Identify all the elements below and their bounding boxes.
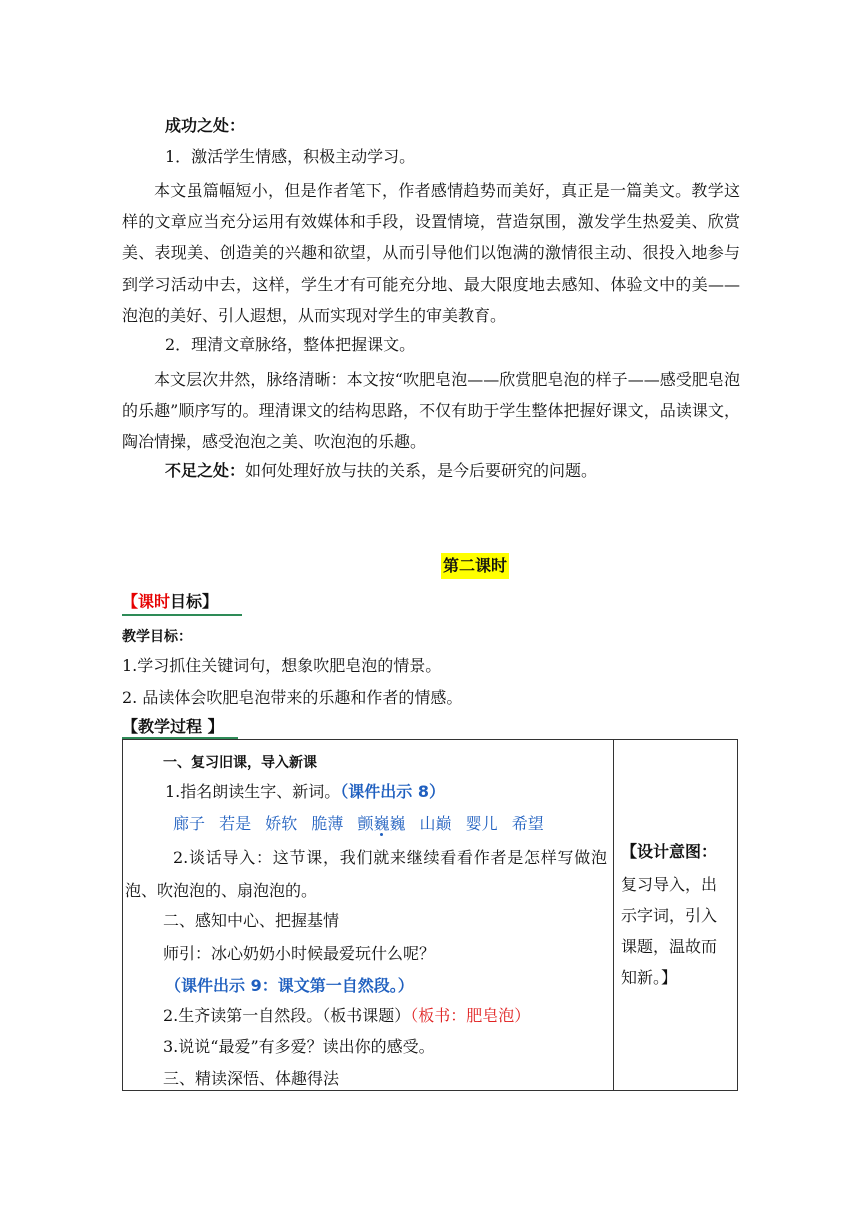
step-4: 3.说说“最爱”有多爱？读出你的感受。	[163, 1037, 435, 1056]
word-7: 婴儿	[465, 814, 498, 833]
objectives-bracket: 【	[122, 592, 139, 611]
courseware-9: （课件出示 9：课文第一自然段。）	[165, 976, 414, 995]
step-1	[165, 780, 445, 804]
section-3-title: 三、精读深悟、体趣得法	[163, 1069, 340, 1088]
step-1-text: 1.指名朗读生字、新词。	[165, 782, 341, 801]
success-point-1: 1．激活学生情感，积极主动学习。	[165, 147, 416, 166]
design-intent-line-4: 课题，温故而	[621, 937, 718, 956]
success-paragraph-1: 本文虽篇幅短小，但是作者笔下，作者感情趋势而美好，真正是一篇美文。教学这样的文章应当充分运用有效媒体和手段，设置情境，营造氛围，激发学生热爱美、欣赏美、表现美、创造美的兴趣和欲望，从而引导他们以饱满的激情很主动、很投入地参与到学习活动中去，这样，学生才有可能充分地、最大限度地去感知、体验文中的美——泡泡的美好、引人遐想，从而实现对学生的审美教育。	[122, 181, 740, 325]
step-3-text: 2.生齐读第一自然段。（板书课题）	[163, 1006, 411, 1025]
design-intent-title: 【设计意图：	[621, 842, 718, 861]
word-2: 若是	[219, 814, 252, 833]
step-3-board: （板书：肥皂泡）	[410, 1006, 531, 1025]
section-1-title: 一、复习旧课，导入新课	[163, 755, 317, 771]
success-heading: 成功之处：	[165, 116, 246, 135]
table-column-divider	[613, 740, 614, 1090]
word-4: 脆薄	[311, 814, 344, 833]
objective-item-2: 2. 品读体会吹肥皂泡带来的乐趣和作者的情感。	[122, 688, 463, 707]
word-3: 娇软	[265, 814, 298, 833]
teacher-prompt: 师引：冰心奶奶小时候最爱玩什么呢？	[163, 944, 436, 963]
word-1: 廊子	[173, 814, 206, 833]
word-8: 希望	[511, 814, 544, 833]
objective-item-1: 1.学习抓住关键词句，想象吹肥皂泡的情景。	[122, 656, 442, 675]
step-2: 2.谈话导入：这节课，我们就来继续看看作者是怎样写做泡泡、吹泡泡的、扇泡泡的。	[125, 848, 607, 900]
objectives-underline	[122, 614, 242, 616]
success-point-2: 2．理清文章脉络，整体把握课文。	[165, 335, 416, 354]
section-2-title: 二、感知中心、把握基情	[163, 911, 340, 930]
process-heading: 【教学过程 】	[122, 717, 224, 736]
success-paragraph-2: 本文层次井然，脉络清晰：本文按“吹肥皂泡——欣赏肥皂泡的样子——感受肥皂泡的乐趣”顺序写的。理清课文的结构思路，不仅有助于学生整体把握好课文，品读课文，陶冶情操，感受泡泡之美、吹泡泡的乐趣。	[122, 370, 740, 452]
objectives-heading	[122, 591, 218, 613]
lesson-title: 第二课时	[441, 553, 509, 579]
design-intent-line-2: 复习导入，出	[621, 875, 718, 894]
vocabulary-list	[173, 812, 553, 836]
word-6: 山巅	[419, 814, 452, 833]
process-table	[122, 739, 738, 1091]
design-intent-line-5: 知新。】	[621, 968, 678, 987]
step-3	[163, 1004, 530, 1028]
objectives-label: 教学目标：	[122, 629, 192, 645]
objectives-heading-rest: 目标】	[170, 592, 219, 611]
design-intent-line-3: 示字词，引入	[621, 906, 718, 925]
word-5: 颤巍巍	[357, 814, 406, 833]
step-1-courseware: （课件出示 8）	[340, 782, 445, 801]
objectives-heading-red: 课时	[138, 592, 171, 611]
shortcoming-line	[165, 459, 597, 483]
shortcoming-text: 如何处理好放与扶的关系，是今后要研究的问题。	[245, 461, 598, 480]
shortcoming-label: 不足之处：	[165, 461, 246, 480]
